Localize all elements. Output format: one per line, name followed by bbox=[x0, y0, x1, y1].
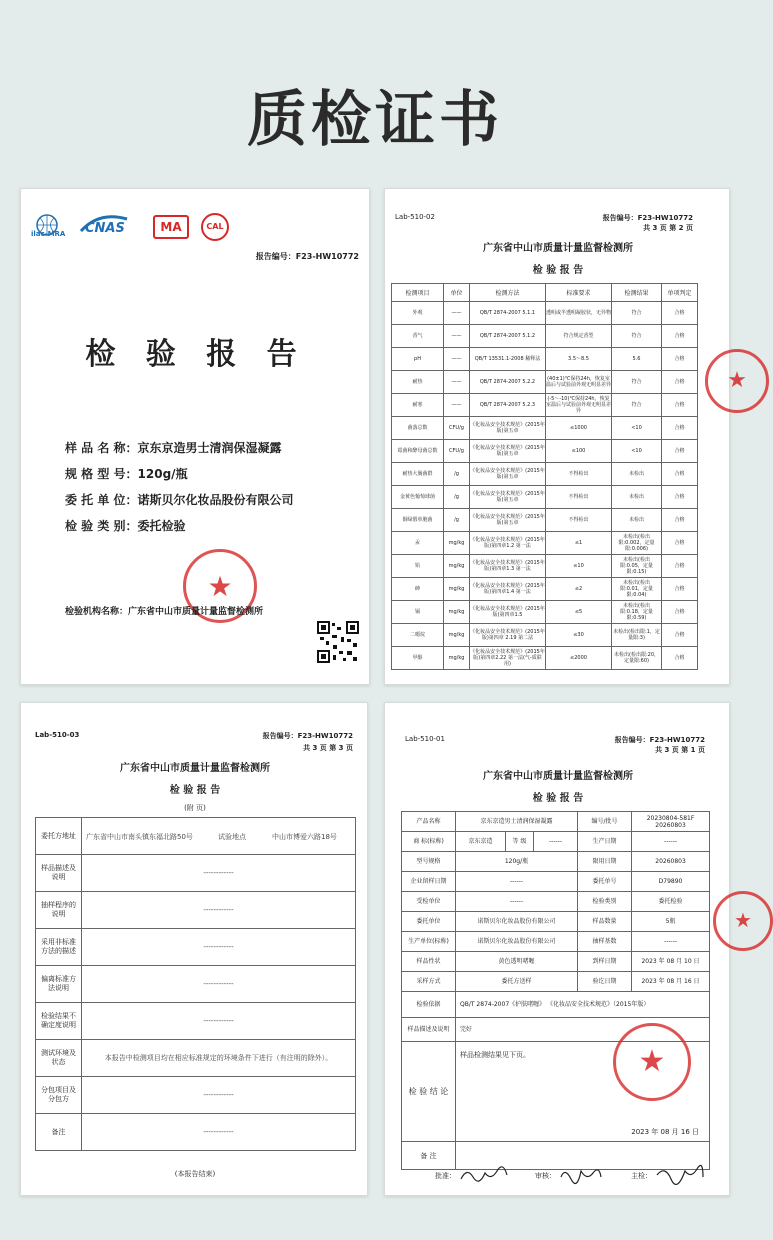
table-cell: QB/T 2874-2007 5.2.3 bbox=[470, 394, 546, 417]
table-row bbox=[36, 1040, 356, 1077]
field-row: 检 验 类 别：委托检验 bbox=[65, 519, 186, 533]
table-row bbox=[392, 601, 698, 624]
row-label: 限用日期 bbox=[578, 852, 632, 872]
table-cell: 铜绿假单胞菌 bbox=[392, 509, 444, 532]
conclusion-text: 样品检测结果见下页。 bbox=[460, 1051, 530, 1059]
row-label: 委托单位 bbox=[402, 912, 456, 932]
table-row bbox=[402, 992, 710, 1018]
table-cell: CFU/g bbox=[444, 417, 470, 440]
row-value: ------------ bbox=[82, 892, 356, 929]
table-row bbox=[402, 892, 710, 912]
official-seal bbox=[713, 891, 773, 951]
table-cell: 委托检验 bbox=[632, 892, 710, 912]
row-label: 验讫日期 bbox=[578, 972, 632, 992]
table-cell: —— bbox=[444, 302, 470, 325]
table-header-cell: 检测项目 bbox=[392, 284, 444, 302]
table-cell: ------ bbox=[456, 892, 578, 912]
signature-approve bbox=[459, 1165, 509, 1183]
table-cell: 委托方送样 bbox=[456, 972, 578, 992]
table-row bbox=[36, 855, 356, 892]
table-cell: —— bbox=[444, 325, 470, 348]
table-cell: mg/kg bbox=[444, 624, 470, 647]
table-cell: 《化妆品安全技术规范》(2015年版)第四章2.22 第一法(气-质联用) bbox=[470, 647, 546, 670]
row-value: ------------ bbox=[82, 966, 356, 1003]
star-icon: ★ bbox=[207, 570, 233, 603]
table-cell: ------ bbox=[534, 832, 578, 852]
table-cell: 金黄色葡萄球菌 bbox=[392, 486, 444, 509]
row-label: 抽样基数 bbox=[578, 932, 632, 952]
table-cell: mg/kg bbox=[444, 647, 470, 670]
table-cell: ≤1 bbox=[546, 532, 612, 555]
table-cell: 二噁烷 bbox=[392, 624, 444, 647]
results-table bbox=[391, 283, 698, 670]
table-cell: ≤2000 bbox=[546, 647, 612, 670]
table-cell: mg/kg bbox=[444, 555, 470, 578]
table-cell: ≤30 bbox=[546, 624, 612, 647]
desc-value: 完好 bbox=[456, 1018, 710, 1042]
table-cell: QB/T 2874-2007 5.1.2 bbox=[470, 325, 546, 348]
table-cell: 黄色透明啫喱 bbox=[456, 952, 578, 972]
field-row: 规 格 型 号：120g/瓶 bbox=[65, 467, 188, 481]
table-cell: 未检出 bbox=[612, 486, 662, 509]
table-row bbox=[392, 555, 698, 578]
table-cell: 耐热大肠菌群 bbox=[392, 463, 444, 486]
table-cell: 符合 bbox=[612, 371, 662, 394]
table-cell: 合格 bbox=[662, 325, 698, 348]
table-row bbox=[402, 812, 710, 832]
table-cell: 符合规定香型 bbox=[546, 325, 612, 348]
cnas-logo: CNAS bbox=[79, 213, 139, 239]
table-cell: QB/T 2874-2007 5.2.2 bbox=[470, 371, 546, 394]
row-label: 企业留样日期 bbox=[402, 872, 456, 892]
table-cell: 2023 年 08 月 10 日 bbox=[632, 952, 710, 972]
row-label: 委托方地址 bbox=[36, 818, 82, 855]
signature-inspector bbox=[655, 1165, 705, 1183]
table-cell: 符合 bbox=[612, 325, 662, 348]
table-row bbox=[392, 509, 698, 532]
table-cell: 合格 bbox=[662, 509, 698, 532]
table-cell: 5瓶 bbox=[632, 912, 710, 932]
table-cell: /g bbox=[444, 463, 470, 486]
row-label: 备注 bbox=[36, 1114, 82, 1151]
summary-table bbox=[401, 811, 710, 1170]
site-value: 中山市博爱六路18号 bbox=[272, 833, 337, 841]
row-label: 检验类别 bbox=[578, 892, 632, 912]
table-cell: —— bbox=[444, 394, 470, 417]
table-cell: 合格 bbox=[662, 578, 698, 601]
table-cell: 香气 bbox=[392, 325, 444, 348]
table-row bbox=[36, 966, 356, 1003]
table-cell: ------ bbox=[632, 832, 710, 852]
row-value: ------------ bbox=[82, 1077, 356, 1114]
table-cell: 不得检出 bbox=[546, 486, 612, 509]
official-seal bbox=[613, 1023, 691, 1101]
table-header-row bbox=[392, 284, 698, 302]
row-value: 本报告中检测项目均在相应标准规定的环境条件下进行（有注明的除外）。 bbox=[82, 1040, 356, 1077]
appendix-table bbox=[35, 817, 356, 1151]
table-cell: 《化妆品安全技术规范》(2015年版)第四章1.2 第一法 bbox=[470, 532, 546, 555]
table-cell: 合格 bbox=[662, 647, 698, 670]
table-cell: 汞 bbox=[392, 532, 444, 555]
table-header-cell: 检测方法 bbox=[470, 284, 546, 302]
table-cell: 未检出(检出限:0.18，定量限:0.59) bbox=[612, 601, 662, 624]
table-cell: ≤10 bbox=[546, 555, 612, 578]
table-row bbox=[392, 348, 698, 371]
table-cell: 合格 bbox=[662, 624, 698, 647]
row-label: 检验结果不确定度说明 bbox=[36, 1003, 82, 1040]
table-cell: 砷 bbox=[392, 578, 444, 601]
table-row bbox=[392, 325, 698, 348]
table-row bbox=[402, 852, 710, 872]
address-value: 广东省中山市南头镇东福北路50号 bbox=[86, 833, 193, 841]
official-seal bbox=[705, 349, 769, 413]
row-value: ------------ bbox=[82, 855, 356, 892]
row-value: ------------ bbox=[82, 1114, 356, 1151]
table-cell: 透明或半透明凝胶状，无异物 bbox=[546, 302, 612, 325]
report-summary-page: Lab-510-01 报告编号：F23-HW10772 共 3 页 第 1 页 广东省中山市质量计量监督检测所 检 验 报 告 产品名称 京东京造男士清润保湿凝露 编号/批号 20230804-581F 20260803 商 标(标称) 京东京造 等 级 ------ 生产日期 ------ 型号规格 120g/瓶 限用日期 20260803 企业留样日期 ------ 委托单号 D79890 受检单位 ------ 检验类别 委托检验 委托单位 诺斯贝尔化妆品股份有限公司 样品数量 5瓶 生产单位(标称) 诺斯贝尔化妆品股份有限公司 抽样基数 ------ 样品性状 黄色透明啫喱 到样日期 2023 年 08 月 10 日 采样方式 委托方送样 验讫日期 2023 年 08 月 16 日 检验依据 QB/T 2874-2007《护肤啫喱》 《化妆品安全技术规范》（2015年版） 样品描述及说明 完好 检 验 结 论 样品检测结果见下页。 2023 年 08 月 16 日 备 注 ★ ★ 批准： 审核： 主检： bbox=[384, 702, 730, 1196]
table-cell: ≤2 bbox=[546, 578, 612, 601]
table-row bbox=[36, 1077, 356, 1114]
table-cell: —— bbox=[444, 371, 470, 394]
table-cell: 甲醇 bbox=[392, 647, 444, 670]
table-cell: 《化妆品安全技术规范》(2015年版)第五章 bbox=[470, 417, 546, 440]
table-cell: 合格 bbox=[662, 394, 698, 417]
table-row bbox=[36, 929, 356, 966]
table-cell: QB/T 13531.1-2008 稀释法 bbox=[470, 348, 546, 371]
table-row bbox=[392, 647, 698, 670]
row-label: 采用非标准方法的描述 bbox=[36, 929, 82, 966]
signature-review bbox=[559, 1165, 603, 1183]
table-row bbox=[392, 532, 698, 555]
table-cell: 未检出 bbox=[612, 463, 662, 486]
table-cell: 京东京造 bbox=[456, 832, 506, 852]
table-cell: 合格 bbox=[662, 532, 698, 555]
table-cell: 未检出(检出限:20，定量限:60) bbox=[612, 647, 662, 670]
table-cell: (40±1)℃保持24h，恢复室温后与试验前外观无明显差异 bbox=[546, 371, 612, 394]
row-label: 编号/批号 bbox=[578, 812, 632, 832]
table-cell: 等 级 bbox=[506, 832, 534, 852]
row-label: 到样日期 bbox=[578, 952, 632, 972]
table-cell: 合格 bbox=[662, 486, 698, 509]
table-cell: mg/kg bbox=[444, 532, 470, 555]
table-cell: 未检出(检出限:0.05，定量限:0.15) bbox=[612, 555, 662, 578]
row-label: 样品数量 bbox=[578, 912, 632, 932]
row-value: ------------ bbox=[82, 929, 356, 966]
table-row bbox=[402, 952, 710, 972]
table-row bbox=[402, 912, 710, 932]
table-cell: 合格 bbox=[662, 463, 698, 486]
table-row bbox=[392, 417, 698, 440]
table-row bbox=[392, 394, 698, 417]
table-cell: 《化妆品安全技术规范》(2015年版)第四章 2.19 第二法 bbox=[470, 624, 546, 647]
table-cell: 合格 bbox=[662, 302, 698, 325]
table-cell: (-5～-10)℃保持24h，恢复室温后与试验前外观无明显差异 bbox=[546, 394, 612, 417]
row-label: 备 注 bbox=[402, 1142, 456, 1170]
row-label: 样品描述及说明 bbox=[36, 855, 82, 892]
table-cell: 商 标(标称) bbox=[402, 832, 456, 852]
report-results-page: Lab-510-02 报告编号：F23-HW10772 共 3 页 第 2 页 广东省中山市质量计量监督检测所 检 验 报 告 检测项目 单位 检测方法 标准要求 检测结果 单项判定 外观 —— QB/T 2874-2007 5.1.1 透明或半透明凝胶状，无异物 符合 合格 香气 —— QB/T 2874-2007 5.1.2 符合规定香型 符合 合格 pH —— QB/T 13531.1-2008 稀释法 3.5～8.5 5.6 合格 耐热 —— QB/T 2874-2007 5.2.2 (40±1)℃保持24h，恢复室温后与试验前外观无明显差异 符合 合格 耐寒 —— QB/T 2874-2007 5.2.3 (-5～-10)℃保持24h，恢复室温后与试验前外观无明显差异 符合 合格 菌落总数 CFU/g 《化妆品安全技术规范》(2015年版)第五章 ≤1000 <10 合格 霉菌和酵母菌总数 CFU/g 《化妆品安全技术规范》(2015年版)第五章 ≤100 <10 合格 耐热大肠菌群 /g 《化妆品安全技术规范》(2015年版)第五章 不得检出 未检出 合格 金黄色葡萄球菌 /g 《化妆品安全技术规范》(2015年版)第五章 不得检出 未检出 合格 铜绿假单胞菌 /g 《化妆品安全技术规范》(2015年版)第五章 不得检出 未检出 合格 汞 mg/kg 《化妆品安全技术规范》(2015年版)第四章1.2 第一法 ≤1 未检出(检出限:0.002，定量限:0.006) 合格 铅 mg/kg 《化妆品安全技术规范》(2015年版)第四章1.3 第一法 ≤10 未检出(检出限:0.05，定量限:0.15) 合格 砷 mg/kg 《化妆品安全技术规范》(2015年版)第四章1.4 第一法 ≤2 未检出(检出限:0.01，定量限:0.04) 合格 镉 mg/kg 《化妆品安全技术规范》(2015年版)第四章1.5 ≤5 未检出(检出限:0.18，定量限:0.59) 合格 二噁烷 mg/kg 《化妆品安全技术规范》(2015年版)第四章 2.19 第二法 ≤30 未检出(检出限:1，定量限:3) 合格 甲醇 mg/kg 《化妆品安全技术规范》(2015年版)第四章2.22 第一法(气-质联用) ≤2000 未检出(检出限:20，定量限:60) 合格 ★ bbox=[384, 188, 730, 685]
star-icon: ★ bbox=[638, 1044, 666, 1079]
table-cell: pH bbox=[392, 348, 444, 371]
table-cell: 合格 bbox=[662, 601, 698, 624]
table-row bbox=[36, 818, 356, 855]
table-cell: CFU/g bbox=[444, 440, 470, 463]
table-header-cell: 单项判定 bbox=[662, 284, 698, 302]
table-cell: mg/kg bbox=[444, 601, 470, 624]
page-title: 质检证书 bbox=[247, 85, 503, 155]
table-cell: 霉菌和酵母菌总数 bbox=[392, 440, 444, 463]
table-cell: 符合 bbox=[612, 302, 662, 325]
table-header-cell: 标准要求 bbox=[546, 284, 612, 302]
table-row bbox=[392, 578, 698, 601]
table-row bbox=[392, 440, 698, 463]
table-cell: 耐热 bbox=[392, 371, 444, 394]
row-label: 产品名称 bbox=[402, 812, 456, 832]
table-cell: 不得检出 bbox=[546, 509, 612, 532]
row-label: 抽样程序的说明 bbox=[36, 892, 82, 929]
row-label: 检 验 结 论 bbox=[402, 1042, 456, 1142]
issue-date: 2023 年 08 月 16 日 bbox=[631, 1128, 700, 1136]
table-row bbox=[36, 892, 356, 929]
table-cell: 合格 bbox=[662, 555, 698, 578]
row-label: 样品描述及说明 bbox=[402, 1018, 456, 1042]
table-cell: mg/kg bbox=[444, 578, 470, 601]
table-cell: ≤1000 bbox=[546, 417, 612, 440]
table-cell: ≤100 bbox=[546, 440, 612, 463]
table-cell: 未检出(检出限:0.01，定量限:0.04) bbox=[612, 578, 662, 601]
table-cell: 生产日期 bbox=[578, 832, 632, 852]
star-icon: ★ bbox=[727, 368, 747, 393]
table-cell: 《化妆品安全技术规范》(2015年版)第四章1.4 第一法 bbox=[470, 578, 546, 601]
table-row bbox=[402, 932, 710, 952]
table-cell: ------ bbox=[632, 932, 710, 952]
row-label: 检验依据 bbox=[402, 992, 456, 1018]
table-row bbox=[402, 832, 710, 852]
table-cell: 诺斯贝尔化妆品股份有限公司 bbox=[456, 932, 578, 952]
table-cell: 《化妆品安全技术规范》(2015年版)第五章 bbox=[470, 509, 546, 532]
table-cell: 未检出(检出限:0.002，定量限:0.006) bbox=[612, 532, 662, 555]
table-row bbox=[36, 1114, 356, 1151]
table-cell: 符合 bbox=[612, 394, 662, 417]
table-row bbox=[392, 302, 698, 325]
row-value: ------------ bbox=[82, 1003, 356, 1040]
table-cell: 《化妆品安全技术规范》(2015年版)第四章1.5 bbox=[470, 601, 546, 624]
table-cell: 镉 bbox=[392, 601, 444, 624]
row-label: 受检单位 bbox=[402, 892, 456, 912]
row-label: 分包项目及分包方 bbox=[36, 1077, 82, 1114]
row-label: 样品性状 bbox=[402, 952, 456, 972]
org-row: 检验机构名称：广东省中山市质量计量监督检测所 bbox=[65, 607, 264, 617]
table-cell: 《化妆品安全技术规范》(2015年版)第五章 bbox=[470, 463, 546, 486]
table-cell: /g bbox=[444, 509, 470, 532]
table-row bbox=[36, 1003, 356, 1040]
cma-logo: MA bbox=[153, 215, 189, 239]
table-cell: /g bbox=[444, 486, 470, 509]
report-appendix-page: Lab-510-03 报告编号：F23-HW10772 共 3 页 第 3 页 广东省中山市质量计量监督检测所 检 验 报 告 (附 页) 委托方地址 广东省中山市南头镇东福北路50号 试验地点 中山市博爱六路18号 样品描述及说明 ------------ 抽样程序的说明 ------------ 采用非标准方法的描述 ------------ 偏离标准方法说明 ------------ 检验结果不确定度说明 ------------ 测试环境及状态 本报告中检测项目均在相应标准规定的环境条件下进行（有注明的除外）。 分包项目及分包方 ------------ 备注 ------------ (本报告结束) bbox=[20, 702, 368, 1196]
table-row bbox=[402, 872, 710, 892]
row-label: 偏离标准方法说明 bbox=[36, 966, 82, 1003]
table-cell: 合格 bbox=[662, 440, 698, 463]
batch-number: 20230804-581F 20260803 bbox=[632, 812, 710, 832]
table-cell: 120g/瓶 bbox=[456, 852, 578, 872]
table-cell: 2023 年 08 月 16 日 bbox=[632, 972, 710, 992]
table-cell: —— bbox=[444, 348, 470, 371]
field-row: 委 托 单 位：诺斯贝尔化妆品股份有限公司 bbox=[65, 493, 294, 507]
table-cell: ≤5 bbox=[546, 601, 612, 624]
row-label: 型号规格 bbox=[402, 852, 456, 872]
table-cell: <10 bbox=[612, 440, 662, 463]
table-cell: 合格 bbox=[662, 348, 698, 371]
table-cell: 3.5～8.5 bbox=[546, 348, 612, 371]
field-row: 样 品 名 称：京东京造男士清润保湿凝露 bbox=[65, 441, 282, 455]
table-cell: D79890 bbox=[632, 872, 710, 892]
table-header-cell: 单位 bbox=[444, 284, 470, 302]
table-cell: 合格 bbox=[662, 417, 698, 440]
table-row bbox=[402, 972, 710, 992]
table-cell: 不得检出 bbox=[546, 463, 612, 486]
table-cell: ------ bbox=[456, 872, 578, 892]
row-label: 委托单号 bbox=[578, 872, 632, 892]
table-row bbox=[392, 371, 698, 394]
cal-logo: CAL bbox=[201, 213, 229, 241]
table-cell: 诺斯贝尔化妆品股份有限公司 bbox=[456, 912, 578, 932]
report-heading: 检 验 报 告 bbox=[85, 337, 307, 372]
star-icon: ★ bbox=[734, 908, 752, 932]
basis-value: QB/T 2874-2007《护肤啫喱》 《化妆品安全技术规范》（2015年版） bbox=[456, 992, 710, 1018]
table-cell: 合格 bbox=[662, 371, 698, 394]
row-label: 采样方式 bbox=[402, 972, 456, 992]
report-number: 报告编号：F23-HW10772 bbox=[255, 252, 359, 261]
row-label: 测试环境及状态 bbox=[36, 1040, 82, 1077]
product-name: 京东京造男士清润保湿凝露 bbox=[456, 812, 578, 832]
table-cell: 未检出 bbox=[612, 509, 662, 532]
table-cell: 耐寒 bbox=[392, 394, 444, 417]
table-cell: 外观 bbox=[392, 302, 444, 325]
table-cell: 未检出(检出限:1，定量限:3) bbox=[612, 624, 662, 647]
ilac-mra-logo: ilac-MRA bbox=[31, 213, 75, 239]
table-row bbox=[392, 486, 698, 509]
table-cell: <10 bbox=[612, 417, 662, 440]
site-label: 试验地点 bbox=[218, 833, 246, 841]
table-cell: 《化妆品安全技术规范》(2015年版)第五章 bbox=[470, 440, 546, 463]
table-cell: 《化妆品安全技术规范》(2015年版)第四章1.3 第一法 bbox=[470, 555, 546, 578]
table-cell: 5.6 bbox=[612, 348, 662, 371]
row-value bbox=[82, 818, 356, 855]
table-row bbox=[392, 624, 698, 647]
row-label: 生产单位(标称) bbox=[402, 932, 456, 952]
table-row bbox=[392, 463, 698, 486]
table-cell: 20260803 bbox=[632, 852, 710, 872]
table-cell: 铅 bbox=[392, 555, 444, 578]
table-cell: 菌落总数 bbox=[392, 417, 444, 440]
table-header-cell: 检测结果 bbox=[612, 284, 662, 302]
qr-code-icon bbox=[317, 621, 359, 663]
table-cell: 《化妆品安全技术规范》(2015年版)第五章 bbox=[470, 486, 546, 509]
report-cover bbox=[20, 188, 370, 685]
table-cell: QB/T 2874-2007 5.1.1 bbox=[470, 302, 546, 325]
